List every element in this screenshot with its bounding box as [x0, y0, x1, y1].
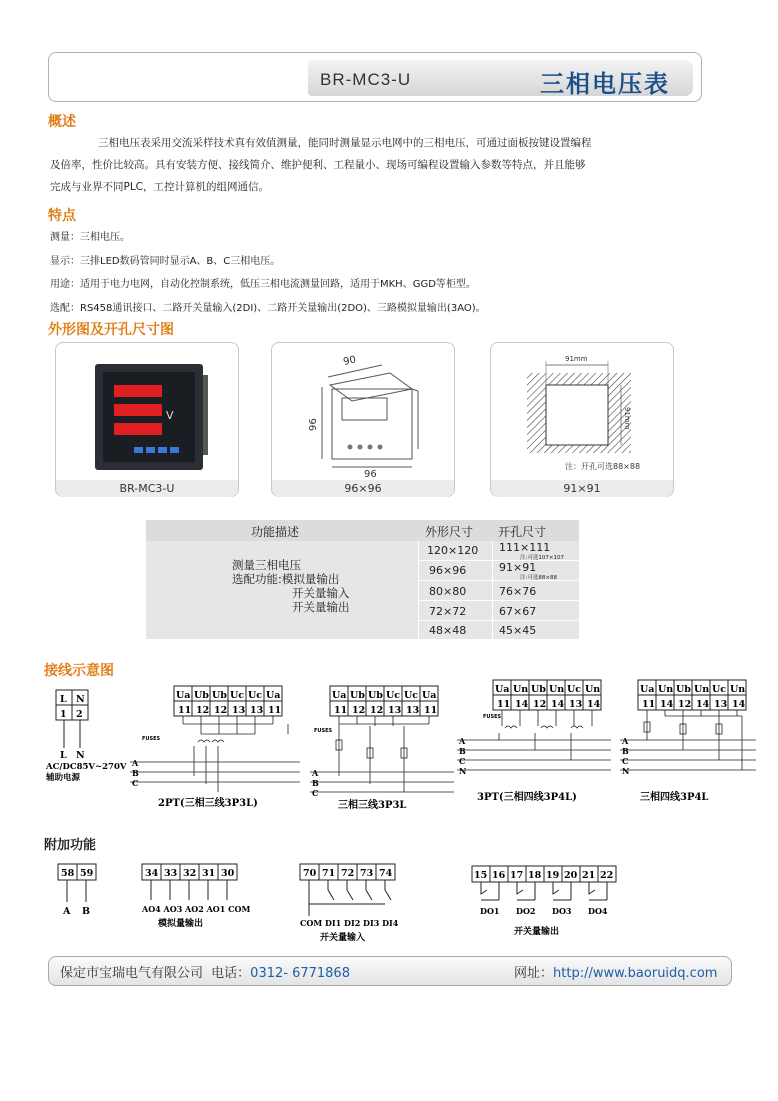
terminal-num: 11	[334, 705, 348, 716]
spec-desc-line: 开关量输入	[292, 586, 350, 600]
terminal-head: Ua	[266, 690, 281, 701]
wiring-3p3l	[308, 684, 458, 810]
dout-label: DO2	[516, 906, 536, 916]
spec-header-desc: 功能描述	[251, 525, 300, 539]
wiring-3p4l	[618, 678, 758, 808]
wiring-heading: 接线示意图	[44, 663, 114, 679]
terminal-head: Uc	[404, 690, 419, 701]
terminal-num: 12	[214, 705, 228, 716]
feature-item: 选配：RS458通讯接口、二路开关量输入(2DI)、二路开关量输出(2DO)、三路模拟量输出(3AO)。	[50, 302, 486, 314]
phase-label: N	[459, 766, 467, 776]
rs485-a: A	[63, 906, 71, 917]
terminal-num: 12	[533, 699, 547, 710]
diagram-caption: 3PT(三相四线3P4L)	[477, 792, 577, 803]
phase-label: B	[459, 746, 466, 756]
power-term: L	[60, 694, 67, 705]
terminal-num: 16	[492, 870, 506, 881]
feature-item: 显示：三排LED数码管同时显示A、B、C三相电压。	[50, 255, 281, 267]
terminal-num: 14	[660, 699, 674, 710]
model-number: BR-MC3-U	[320, 70, 412, 89]
power-term: 1	[60, 709, 67, 720]
diagram-caption: 2PT(三相三线3P3L)	[158, 798, 258, 809]
terminal-num: 74	[379, 868, 393, 879]
terminal-num: 58	[61, 868, 75, 879]
cutout-drawing	[491, 343, 675, 479]
overview-line: 三相电压表采用交流采样技术真有效值测量，能同时测量显示电网中的三相电压，可通过面板按键设置编程	[98, 137, 592, 149]
terminal-num: 70	[303, 868, 317, 879]
spec-description	[232, 558, 350, 614]
terminal-num: 11	[642, 699, 656, 710]
terminal-head: Ua	[640, 684, 655, 695]
terminal-num: 59	[80, 868, 94, 879]
power-aux-label: 辅助电源	[46, 773, 81, 783]
cutout-caption: 91×91	[491, 480, 673, 497]
rs485-terminal	[56, 862, 106, 922]
phone-label: 电话：	[211, 966, 251, 981]
side-height-label: 96	[308, 418, 319, 431]
spec-cut-1: 91×91	[499, 561, 537, 574]
terminal-head: Ub	[212, 690, 227, 701]
terminal-num: 13	[406, 705, 420, 716]
terminal-num: 13	[232, 705, 246, 716]
overview-line: 完成与业界不同PLC，工控计算机的组网通信。	[50, 181, 270, 193]
phase-label: A	[622, 736, 629, 746]
terminal-head: Un	[730, 684, 746, 695]
power-l: L	[60, 750, 67, 761]
website-label: 网址：	[514, 966, 554, 981]
phase-label: A	[312, 768, 319, 778]
terminal-head: Uc	[386, 690, 401, 701]
terminal-head: Ua	[495, 684, 510, 695]
terminal-num: 21	[582, 870, 596, 881]
side-caption: 96×96	[272, 480, 454, 497]
terminal-num: 13	[388, 705, 402, 716]
fuse-label: FUSES	[314, 728, 333, 734]
cutout-card	[490, 342, 674, 497]
terminal-num: 14	[696, 699, 710, 710]
spec-header-outer: 外形尺寸	[425, 525, 474, 539]
terminal-num: 12	[678, 699, 692, 710]
extra-heading: 附加功能	[44, 838, 97, 853]
terminal-num: 12	[370, 705, 384, 716]
power-term: N	[76, 694, 85, 705]
terminal-num: 31	[202, 868, 216, 879]
spec-cut-3: 67×67	[499, 605, 537, 618]
dout-label: DO1	[480, 906, 500, 916]
features-heading: 特点	[48, 208, 76, 224]
terminal-head: Ub	[531, 684, 546, 695]
terminal-head: Ua	[332, 690, 347, 701]
power-n: N	[76, 750, 85, 761]
overview-heading: 概述	[48, 114, 76, 130]
cutout-width-label: 91mm	[565, 355, 588, 363]
spec-cut-2: 76×76	[499, 585, 537, 598]
terminal-num: 15	[474, 870, 488, 881]
dimensions-heading: 外形图及开孔尺寸图	[48, 322, 174, 338]
terminal-head: Ub	[194, 690, 209, 701]
diagram-caption: 三相三线3P3L	[338, 800, 407, 810]
wiring-3pt-3p4l	[455, 678, 615, 808]
power-voltage: AC/DC85V~270V	[46, 762, 127, 772]
digital-input-terminal	[298, 860, 408, 950]
diagram-caption: 三相四线3P4L	[640, 792, 709, 803]
product-photo-card	[55, 342, 239, 497]
terminal-head: Un	[585, 684, 601, 695]
fuse-label: FUSES	[483, 714, 502, 720]
terminal-head: Uc	[230, 690, 245, 701]
terminal-num: 14	[732, 699, 746, 710]
feature-item: 测量：三相电压。	[50, 232, 130, 243]
phase-label: C	[622, 756, 629, 766]
terminal-num: 13	[250, 705, 264, 716]
terminal-head: Un	[549, 684, 565, 695]
terminal-num: 33	[164, 868, 178, 879]
terminal-head: Ub	[368, 690, 383, 701]
power-term: 2	[76, 709, 83, 720]
analog-labels: AO4 AO3 AO2 AO1 COM	[142, 904, 250, 914]
website-link[interactable]: http://www.baoruidq.com	[553, 966, 718, 981]
analog-caption: 模拟量输出	[158, 919, 204, 929]
side-view-card	[271, 342, 455, 497]
company-name: 保定市宝瑞电气有限公司	[60, 966, 204, 981]
terminal-head: Ua	[422, 690, 437, 701]
spec-cut-0: 111×111	[499, 541, 551, 554]
dout-caption: 开关量输出	[514, 927, 560, 937]
spec-outer-4: 48×48	[429, 624, 467, 637]
overview-line: 及倍率，性价比较高。具有安装方便、接线简介、维护便利、工程量小、现场可编程设置输入参数等特点，并且能够	[50, 159, 586, 171]
spec-table	[146, 520, 579, 639]
feature-item: 用途：适用于电力电网，自动化控制系统，低压三相电流测量回路，适用于MKH、GGD等柜型。	[50, 279, 476, 290]
cutout-height-label: 91mm	[623, 407, 631, 430]
spec-desc-line: 选配功能:模拟量输出	[232, 572, 340, 586]
side-depth-label: 96	[364, 469, 377, 479]
terminal-num: 11	[178, 705, 192, 716]
terminal-num: 14	[551, 699, 565, 710]
spec-cut-4: 45×45	[499, 624, 537, 637]
din-labels: COM DI1 DI2 DI3 DI4	[300, 918, 399, 928]
dout-label: DO3	[552, 906, 572, 916]
spec-note-0: 注:可选107×107	[520, 555, 564, 561]
terminal-num: 72	[341, 868, 355, 879]
terminal-head: Uc	[712, 684, 727, 695]
spec-outer-2: 80×80	[429, 585, 467, 598]
terminal-num: 32	[183, 868, 197, 879]
side-width-label: 90	[342, 354, 358, 368]
terminal-head: Uc	[248, 690, 263, 701]
spec-header-cut: 开孔尺寸	[498, 525, 547, 539]
terminal-num: 12	[352, 705, 366, 716]
spec-note-1: 注:可选88×88	[520, 575, 557, 581]
terminal-num: 19	[546, 870, 560, 881]
dout-label: DO4	[588, 906, 608, 916]
footer-web-line	[514, 962, 717, 981]
din-caption: 开关量输入	[320, 933, 366, 943]
phone-number: 0312- 6771868	[250, 966, 350, 981]
terminal-num: 71	[322, 868, 336, 879]
terminal-head: Un	[658, 684, 674, 695]
terminal-head: Un	[694, 684, 710, 695]
overview-text	[50, 132, 710, 198]
terminal-head: Ua	[176, 690, 191, 701]
cutout-note: 注：开孔可选88×88	[565, 462, 641, 471]
phase-label: C	[312, 788, 319, 798]
phase-label: A	[459, 736, 466, 746]
terminal-head: Uc	[567, 684, 582, 695]
rs485-b: B	[82, 906, 91, 917]
terminal-head: Ub	[676, 684, 691, 695]
terminal-num: 14	[587, 699, 601, 710]
terminal-num: 73	[360, 868, 374, 879]
terminal-num: 14	[515, 699, 529, 710]
spec-desc-line: 开关量输出	[292, 600, 350, 614]
terminal-num: 12	[196, 705, 210, 716]
photo-caption: BR-MC3-U	[56, 480, 238, 497]
features-list	[50, 226, 710, 320]
spec-outer-0: 120×120	[427, 544, 479, 557]
terminal-num: 13	[714, 699, 728, 710]
terminal-head: Un	[513, 684, 529, 695]
terminal-num: 13	[569, 699, 583, 710]
terminal-num: 20	[564, 870, 578, 881]
footer-company-line	[60, 962, 350, 981]
phase-label: B	[622, 746, 629, 756]
terminal-num: 22	[600, 870, 614, 881]
product-photo	[56, 343, 240, 479]
terminal-num: 18	[528, 870, 542, 881]
terminal-num: 30	[221, 868, 235, 879]
phase-label: N	[622, 766, 630, 776]
terminal-num: 11	[424, 705, 438, 716]
digital-output-terminal	[470, 862, 620, 942]
product-title: 三相电压表	[540, 70, 670, 98]
phase-label: B	[132, 768, 139, 778]
phase-label: C	[132, 778, 139, 788]
terminal-num: 11	[497, 699, 511, 710]
phase-label: B	[312, 778, 319, 788]
terminal-head: Ub	[350, 690, 365, 701]
analog-output-terminal	[140, 860, 250, 935]
phase-label: A	[132, 758, 139, 768]
terminal-num: 34	[145, 868, 159, 879]
spec-outer-1: 96×96	[429, 564, 467, 577]
spec-desc-line: 测量三相电压	[232, 558, 301, 572]
terminal-num: 17	[510, 870, 524, 881]
wiring-2pt-3p3l	[128, 684, 303, 810]
svg-text:V: V	[166, 409, 174, 422]
terminal-num: 11	[268, 705, 282, 716]
side-view-drawing	[272, 343, 456, 479]
spec-outer-3: 72×72	[429, 605, 467, 618]
fuse-label: FUSES	[142, 736, 161, 742]
power-diagram	[40, 686, 140, 786]
phase-label: C	[459, 756, 466, 766]
